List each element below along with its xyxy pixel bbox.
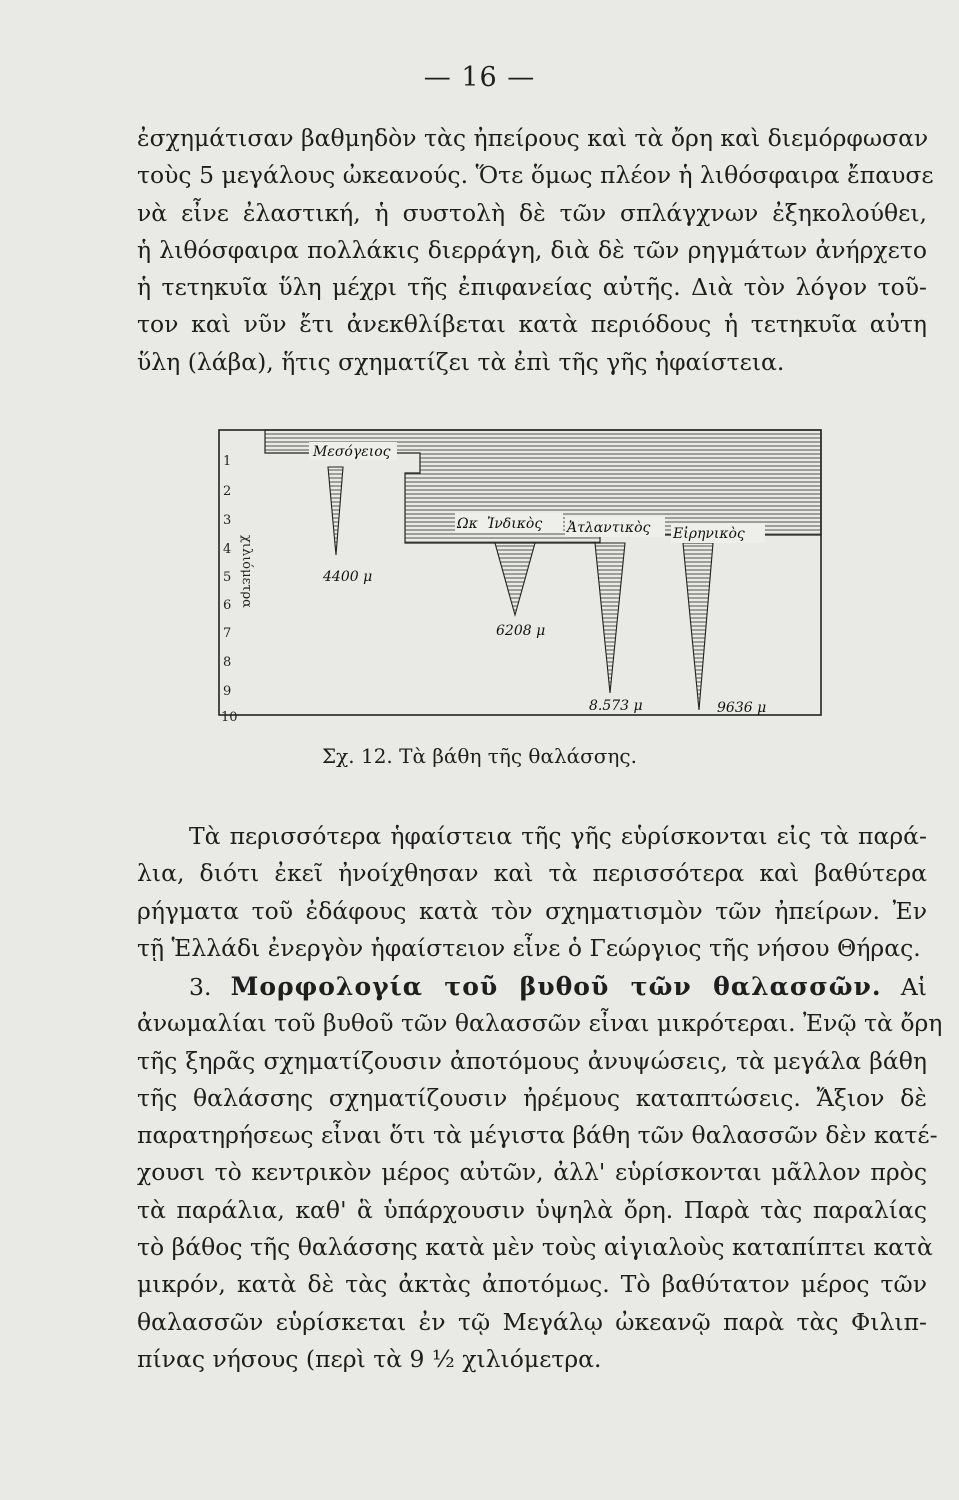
trench-pacific xyxy=(683,543,713,710)
scale-tick: 1 xyxy=(223,454,232,469)
sea-label-indian: Ἰνδικὸς xyxy=(487,516,543,532)
text-line: ἡ τετηκυῖα ὕλη μέχρι τῆς ἐπιφανείας αὐτῆς. Διὰ τὸν λόγον τοῦ- xyxy=(137,273,927,302)
text-line: τῆς θαλάσσης σχηματίζουσιν ἠρέμους καταπτώσεις. Ἄξιον δὲ xyxy=(137,1083,927,1112)
section-first-words: Αἱ xyxy=(900,973,927,1001)
sea-label-atlantic: Ἀτλαντικὸς xyxy=(567,520,651,536)
scale-tick: 8 xyxy=(223,655,232,670)
depth-label-atlantic: 8.573 μ xyxy=(589,698,643,714)
text-line: τῆς ξηρᾶς σχηματίζουσιν ἀποτόμους ἀνυψώσεις, τὰ μεγάλα βάθη xyxy=(137,1046,927,1075)
text-line: μικρόν, κατὰ δὲ τὰς ἀκτὰς ἀποτόμως. Τὸ βαθύτατον μέρος τῶν xyxy=(137,1270,927,1299)
trench-mediterranean xyxy=(328,467,343,555)
section-heading-line xyxy=(137,968,927,1005)
text-line: θαλασσῶν εὑρίσκεται ἐν τῷ Μεγάλῳ ὠκεανῷ παρὰ τὰς Φιλιπ- xyxy=(137,1307,927,1336)
sea-label-pacific: Εἰρηνικὸς xyxy=(673,526,745,542)
section-number: 3. xyxy=(189,973,212,1001)
text-line: ἐσχημάτισαν βαθμηδὸν τὰς ἠπείρους καὶ τὰ ὄρη καὶ διεμόρφωσαν xyxy=(137,124,929,152)
paragraph-1 xyxy=(137,120,934,381)
sea-label-indian-prefix: Ωκ xyxy=(457,516,478,532)
text-line: τὰ παράλια, καθ' ἃ ὑπάρχουσιν ὑψηλὰ ὄρη. Παρὰ τὰς παραλίας xyxy=(137,1195,927,1224)
depth-label-mediterranean: 4400 μ xyxy=(323,569,373,585)
scale-tick: 6 xyxy=(223,598,232,613)
scale-tick: 2 xyxy=(223,484,232,499)
text-line: τοὺς 5 μεγάλους ὠκεανούς. Ὅτε ὅμως πλέον ἡ λιθόσφαιρα ἔπαυσε xyxy=(137,161,934,190)
text-line: Τὰ περισσότερα ἡφαίστεια τῆς γῆς εὑρίσκονται εἰς τὰ παρά- xyxy=(189,822,927,850)
text-line: τὸ βάθος τῆς θαλάσσης κατὰ μὲν τοὺς αἰγιαλοὺς καταπίπτει κατὰ xyxy=(137,1233,933,1262)
paragraph-2 xyxy=(137,818,927,967)
sea-label-mediterranean: Μεσόγειος xyxy=(313,444,391,460)
scale-tick: 4 xyxy=(223,542,232,557)
text-line: ἀνωμαλίαι τοῦ βυθοῦ τῶν θαλασσῶν εἶναι μικρότεραι. Ἐνῷ τὰ ὄρη xyxy=(137,1009,943,1038)
figure-caption: Σχ. 12. Τὰ βάθη τῆς θαλάσσης. xyxy=(322,744,637,768)
axis-label: χιλιόμετρα xyxy=(239,535,254,608)
sea-depth-figure xyxy=(205,425,830,730)
trench-atlantic xyxy=(595,543,625,693)
text-line: ρήγματα τοῦ ἐδάφους κατὰ τὸν σχηματισμὸν τῶν ἠπείρων. Ἐν xyxy=(137,896,927,925)
text-line: πίνας νήσους (περὶ τὰ 9 ½ χιλιόμετρα. xyxy=(137,1344,602,1373)
scale-tick: 10 xyxy=(221,710,238,725)
text-line: νὰ εἶνε ἐλαστική, ἡ συστολὴ δὲ τῶν σπλάγχνων ἐξηκολούθει, xyxy=(137,198,927,227)
scale-tick: 7 xyxy=(223,626,232,641)
depth-label-pacific: 9636 μ xyxy=(717,700,767,716)
scale-tick: 3 xyxy=(223,513,232,528)
text-line: χουσι τὸ κεντρικὸν μέρος αὐτῶν, ἀλλ' εὑρίσκονται μᾶλλον πρὸς xyxy=(137,1158,927,1187)
depth-label-indian: 6208 μ xyxy=(496,623,546,639)
text-line: λια, διότι ἐκεῖ ἠνοίχθησαν καὶ τὰ περισσότερα καὶ βαθύτερα xyxy=(137,859,927,888)
scale-tick: 9 xyxy=(223,684,232,699)
text-line: τῇ Ἑλλάδι ἐνεργὸν ἡφαίστειον εἶνε ὁ Γεώργιος τῆς νήσου Θήρας. xyxy=(137,933,921,962)
page-number: — 16 — xyxy=(423,62,536,93)
text-line: παρατηρήσεως εἶναι ὅτι τὰ μέγιστα βάθη τῶν θαλασσῶν δὲν κατέ- xyxy=(137,1121,938,1150)
text-line: ἡ λιθόσφαιρα πολλάκις διερράγη, διὰ δὲ τῶν ρηγμάτων ἀνήρχετο xyxy=(137,235,927,264)
trench-indian xyxy=(495,543,535,615)
sea-depth-diagram xyxy=(205,425,830,730)
scale-ticks xyxy=(221,454,238,725)
text-line: τον καὶ νῦν ἔτι ἀνεκθλίβεται κατὰ περιόδους ἡ τετηκυῖα αὐτη xyxy=(137,310,927,339)
text-line: ὕλη (λάβα), ἥτις σχηματίζει τὰ ἐπὶ τῆς γῆς ἡφαίστεια. xyxy=(137,347,785,376)
section-title: Μορφολογία τοῦ βυθοῦ τῶν θαλασσῶν. xyxy=(230,972,882,1001)
section-3 xyxy=(137,968,943,1378)
scale-tick: 5 xyxy=(223,570,232,585)
